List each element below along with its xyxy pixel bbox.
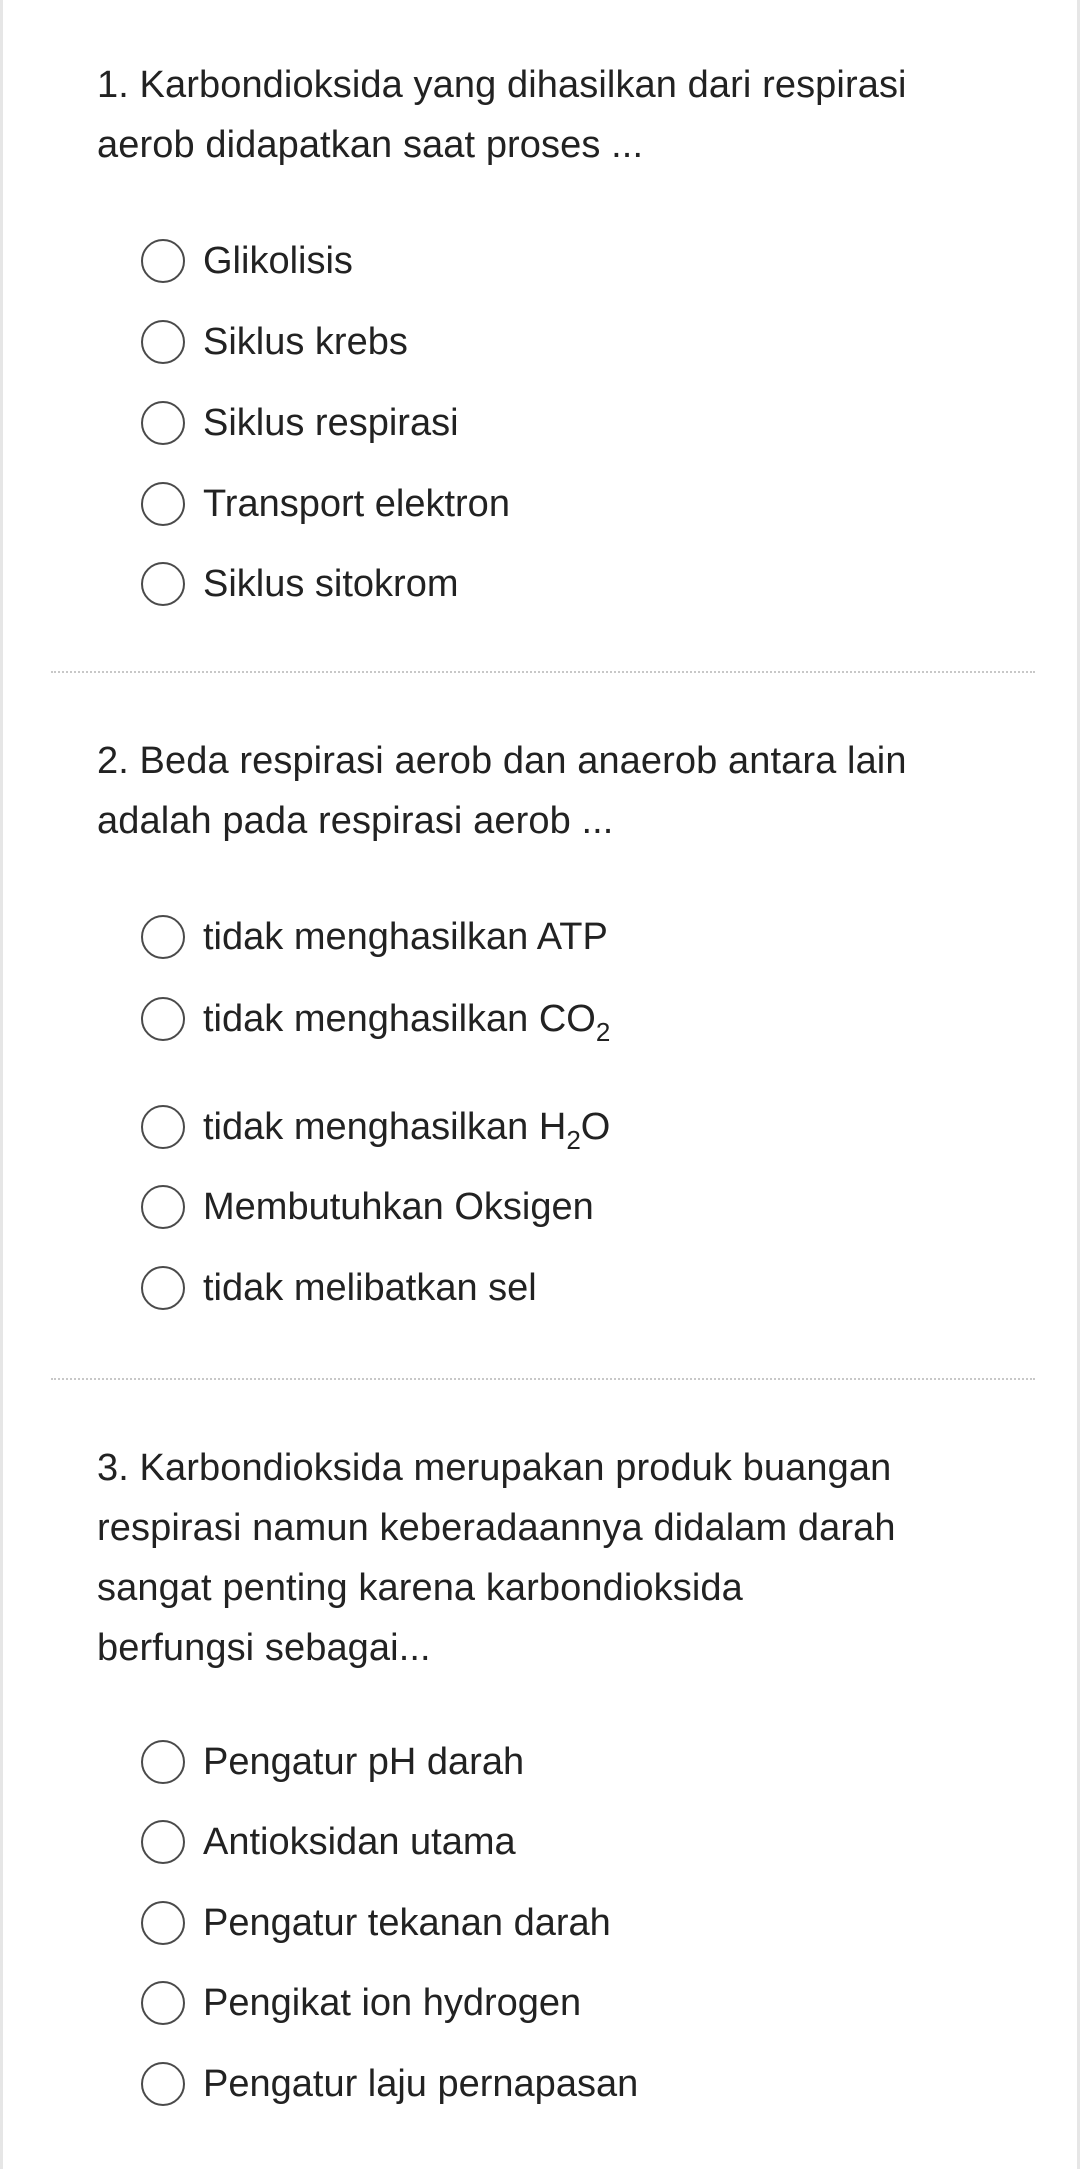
radio-button[interactable]	[141, 482, 185, 526]
q2-option-h2o[interactable]	[141, 1100, 941, 1154]
question-text-line: adalah pada respirasi aerob ...	[97, 800, 614, 842]
q3-option-pengatur-tekanan-darah[interactable]	[141, 1896, 941, 1950]
question-3-text	[97, 1438, 1017, 1678]
q3-option-pengatur-laju-pernapasan[interactable]	[141, 2057, 941, 2111]
option-label-main: tidak menghasilkan H	[203, 1106, 567, 1148]
q1-option-glikolisis[interactable]	[141, 234, 941, 288]
question-divider	[51, 1378, 1035, 1380]
q2-option-tidak-melibatkan-sel[interactable]	[141, 1261, 941, 1315]
q1-option-siklus-krebs[interactable]	[141, 315, 941, 369]
subscript: 2	[595, 1017, 611, 1047]
question-text-line: berfungsi sebagai...	[97, 1627, 431, 1669]
option-label-suffix: O	[580, 1106, 611, 1148]
radio-button[interactable]	[141, 239, 185, 283]
radio-button[interactable]	[141, 2062, 185, 2106]
q2-option-co2[interactable]	[141, 992, 941, 1046]
q3-option-pengatur-ph-darah[interactable]	[141, 1735, 941, 1789]
q3-option-antioksidan-utama[interactable]	[141, 1815, 941, 1869]
q1-option-transport-elektron[interactable]	[141, 477, 941, 531]
option-label: Pengatur pH darah	[203, 1741, 525, 1783]
option-label-main: tidak menghasilkan CO	[203, 998, 596, 1040]
radio-button[interactable]	[141, 1820, 185, 1864]
question-text-line: aerob didapatkan saat proses ...	[97, 124, 644, 166]
option-label: Glikolisis	[203, 240, 353, 282]
radio-button[interactable]	[141, 401, 185, 445]
option-label: Siklus krebs	[203, 321, 408, 363]
option-label: tidak melibatkan sel	[203, 1267, 537, 1309]
question-text-line: 3. Karbondioksida merupakan produk buangan	[97, 1447, 892, 1489]
option-label: Antioksidan utama	[203, 1821, 516, 1863]
q1-option-siklus-respirasi[interactable]	[141, 396, 941, 450]
radio-button[interactable]	[141, 562, 185, 606]
radio-button[interactable]	[141, 1901, 185, 1945]
question-divider	[51, 671, 1035, 673]
option-label	[203, 992, 610, 1046]
q3-option-pengikat-ion-hydrogen[interactable]	[141, 1976, 941, 2030]
radio-button[interactable]	[141, 1266, 185, 1310]
option-label: Pengikat ion hydrogen	[203, 1982, 582, 2024]
option-label: tidak menghasilkan ATP	[203, 916, 608, 958]
radio-button[interactable]	[141, 1185, 185, 1229]
question-text-line: sangat penting karena karbondioksida	[97, 1567, 743, 1609]
q1-option-siklus-sitokrom[interactable]	[141, 557, 941, 611]
radio-button[interactable]	[141, 915, 185, 959]
q2-option-atp[interactable]	[141, 910, 941, 964]
radio-button[interactable]	[141, 1740, 185, 1784]
option-label: Siklus sitokrom	[203, 563, 459, 605]
q2-option-membutuhkan-oksigen[interactable]	[141, 1180, 941, 1234]
question-1-text	[97, 55, 1017, 175]
option-label: Pengatur laju pernapasan	[203, 2063, 639, 2105]
question-text-line: 2. Beda respirasi aerob dan anaerob antara lain	[97, 740, 907, 782]
option-label: Pengatur tekanan darah	[203, 1902, 611, 1944]
radio-button[interactable]	[141, 1105, 185, 1149]
radio-button[interactable]	[141, 320, 185, 364]
subscript: 2	[566, 1125, 581, 1155]
radio-button[interactable]	[141, 997, 185, 1041]
option-label: Membutuhkan Oksigen	[203, 1186, 594, 1228]
radio-button[interactable]	[141, 1981, 185, 2025]
option-label: Transport elektron	[203, 483, 510, 525]
option-label	[203, 1100, 610, 1154]
question-text-line: respirasi namun keberadaannya didalam darah	[97, 1507, 896, 1549]
question-2-text	[97, 731, 1017, 851]
question-text-line: 1. Karbondioksida yang dihasilkan dari respirasi	[97, 64, 907, 106]
option-label: Siklus respirasi	[203, 402, 459, 444]
